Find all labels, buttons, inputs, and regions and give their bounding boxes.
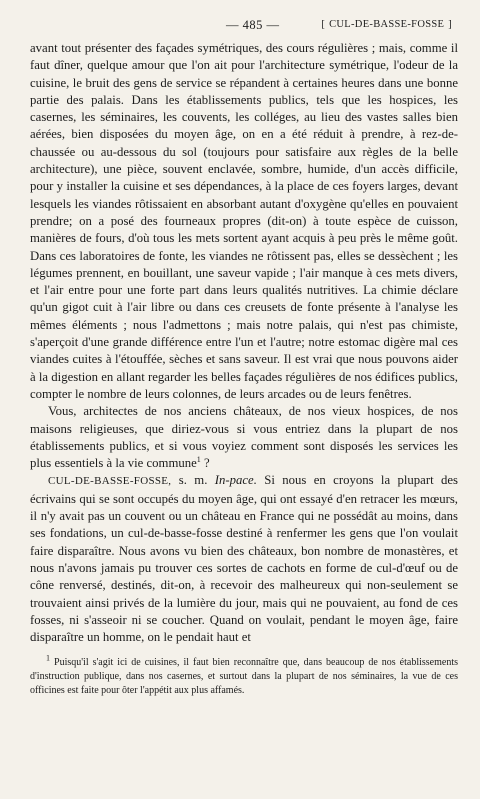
- running-head: [317, 19, 456, 30]
- footnote-reference: 1: [196, 454, 201, 464]
- paragraph-text: Vous, architectes de nos anciens châteaux, de nos vieux hospices, de nos maisons religieuses, que diriez-vous si vous entriez dans la plupart de nos établissements publics, et si vous voyiez comment sont disposés les services les plus essentiels à la vie commune: [30, 404, 458, 471]
- paragraph-end: ?: [200, 456, 210, 471]
- entry-text: Si nous en croyons la plupart des écrivains qui se sont occupés du moyen âge, qui ont essayé d'en retracer les mœurs, il n'y avait pas un couvent ou un château en France qui ne possédât au moins, dans ses fondations, un cul-de-basse-fosse destiné à renfermer les gens que l'on voulait faire disparaître. Nous avons vu bien des châteaux, bon nombre de monastères, et nous n'avons jamais pu trouver ces sortes de cachots en forme de cul-d'œuf ou de cône renversé, destinés, dit-on, à recevoir des malheureux qui non-seulement se trouvaient ainsi privés de la lumière du jour, mais qui ne pouvaient, au fond de ces fosses, ni s'asseoir ni se coucher. Quand on voulait, pendant le moyen âge, faire disparaître un homme, on le pendait haut et: [30, 473, 458, 645]
- footnote-marker: 1: [46, 654, 50, 664]
- entry-latin-term: In-pace.: [214, 473, 257, 488]
- entry-grammar: s. m.: [171, 473, 215, 488]
- body-paragraph-continued: avant tout présenter des façades symétriques, des cours régulières ; mais, comme il faut dîner, quelque amour que l'on ait pour l'architecture symétrique, l'odeur de la cuisine, le bruit des gens de service se répandent à certaines heures dans une bonne partie des palais. Dans les établissements publics, tels que les hospices, les casernes, les séminaires, les couvents, les colléges, au lieu des vastes salles bien aérées, bien disposées du moyen âge, on en a été réduit à prendre, à rez-de-chaussée ou au-dessous du sol (toujours pour satisfaire aux règles de la belle architecture), une pièce, souvent enclavée, sombre, humide, d'un accès difficile, pour y installer la cuisine et ses dépendances, à la place de ces foyers larges, devant lesquels les viandes rôtissaient en absorbant autant d'oxygène qu'elles en pouvaient prendre; on a posé des fourneaux propres (dit-on) à toute espèce de cuisson, manières de fours, d'où tous les mets sortent ayant acquis à peu près le même goût. Dans ces laboratoires de fonte, les viandes ne rôtissent pas, elles se dessèchent ; les légumes prennent, en bouillant, une saveur vapide ; l'air manque à ces mets divers, et l'air entre pour une forte part dans leurs qualités nutritives. La chimie déclare qu'un gigot cuit à l'air libre ou dans ces creusets de fonte présente à l'analyse les mêmes éléments ; nous l'admettons ; mais notre palais, qui n'est pas chimiste, s'aperçoit d'une grande différence entre l'un et l'autre; notre estomac digère mal ces viandes cuites à l'étouffée, sèches et sans saveur. Il est vrai que nous pouvons aider à la digestion en allant regarder les belles façades régulières de nos édifices publics, compter le nombre de leurs colonnes, de leurs arcades ou de leurs fenêtres.: [30, 41, 458, 401]
- running-head-title: CUL-DE-BASSE-FOSSE: [329, 19, 445, 30]
- entry-headword: CUL-DE-BASSE-FOSSE,: [48, 475, 172, 488]
- body-paragraph-architects: [30, 403, 458, 472]
- running-head-bracket-open: [: [321, 19, 326, 30]
- footnote: [30, 656, 458, 698]
- running-head-bracket-close: ]: [448, 19, 452, 30]
- page-header: [30, 18, 458, 40]
- page-number: — 485 —: [226, 18, 280, 32]
- footnote-text: Puisqu'il s'agit ici de cuisines, il faut bien reconnaître que, dans beaucoup de nos établissements d'instruction publique, dans nos casernes, et surtout dans la plupart de nos séminaires, la vue de ces officines est faite pour ôter l'appétit aux plus affamés.: [30, 657, 458, 697]
- dictionary-entry: [30, 472, 458, 646]
